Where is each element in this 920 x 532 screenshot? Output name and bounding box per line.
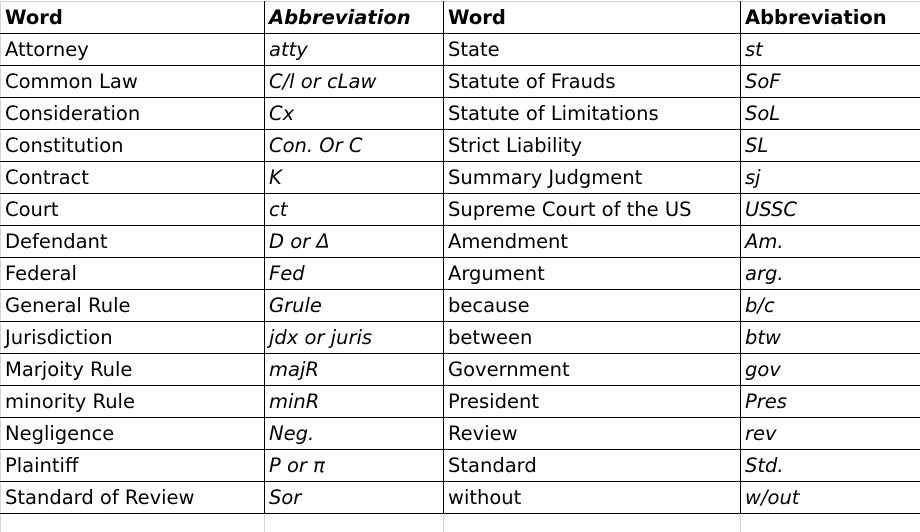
word-cell-2[interactable]: Strict Liability — [444, 130, 741, 162]
abbreviation-cell-2[interactable]: btw — [741, 322, 920, 354]
abbreviation-cell-2[interactable]: USSC — [741, 194, 920, 226]
table-row — [1, 290, 920, 322]
word-cell[interactable]: Standard of Review — [1, 482, 265, 514]
table-row — [1, 386, 920, 418]
word-cell[interactable]: Attorney — [1, 34, 265, 66]
table-row — [1, 130, 920, 162]
word-cell[interactable]: Plaintiff — [1, 450, 265, 482]
abbreviation-cell-2[interactable]: st — [741, 34, 920, 66]
abbreviation-cell-2[interactable]: sj — [741, 162, 920, 194]
word-cell-2[interactable]: Amendment — [444, 226, 741, 258]
abbreviation-cell-2[interactable]: b/c — [741, 290, 920, 322]
word-cell-2[interactable]: because — [444, 290, 741, 322]
table-row — [1, 482, 920, 514]
table-row — [1, 66, 920, 98]
abbreviation-cell-2[interactable]: SL — [741, 130, 920, 162]
table-row — [1, 450, 920, 482]
word-cell[interactable]: Federal — [1, 258, 265, 290]
abbreviation-cell[interactable]: Sor — [265, 482, 444, 514]
abbreviation-cell-2[interactable]: SoF — [741, 66, 920, 98]
abbreviation-cell[interactable]: D or Δ — [265, 226, 444, 258]
abbreviation-cell-2[interactable]: SoL — [741, 98, 920, 130]
word-cell-2[interactable]: Review — [444, 418, 741, 450]
word-cell-2[interactable]: Statute of Frauds — [444, 66, 741, 98]
word-cell-2[interactable]: Standard — [444, 450, 741, 482]
abbreviation-cell[interactable]: majR — [265, 354, 444, 386]
word-cell[interactable]: minority Rule — [1, 386, 265, 418]
header-abbreviation-2[interactable]: Abbreviation — [741, 2, 920, 34]
abbreviation-cell-2[interactable]: Pres — [741, 386, 920, 418]
word-cell[interactable]: Constitution — [1, 130, 265, 162]
empty-cell[interactable] — [265, 514, 444, 532]
word-cell-2[interactable]: State — [444, 34, 741, 66]
abbreviation-cell-2[interactable]: w/out — [741, 482, 920, 514]
abbreviation-table — [0, 1, 920, 532]
table-row — [1, 354, 920, 386]
word-cell[interactable]: Marjoity Rule — [1, 354, 265, 386]
word-cell-2[interactable]: Government — [444, 354, 741, 386]
word-cell-2[interactable]: Summary Judgment — [444, 162, 741, 194]
empty-cell[interactable] — [444, 514, 741, 532]
abbreviation-cell[interactable]: jdx or juris — [265, 322, 444, 354]
header-row — [1, 2, 920, 34]
table-row — [1, 34, 920, 66]
word-cell-2[interactable]: Argument — [444, 258, 741, 290]
word-cell-2[interactable]: Statute of Limitations — [444, 98, 741, 130]
word-cell[interactable]: Court — [1, 194, 265, 226]
word-cell[interactable]: Negligence — [1, 418, 265, 450]
word-cell[interactable]: Contract — [1, 162, 265, 194]
word-cell[interactable]: Consideration — [1, 98, 265, 130]
abbreviation-cell[interactable]: P or π — [265, 450, 444, 482]
empty-row — [1, 514, 920, 532]
abbreviation-cell[interactable]: C/l or cLaw — [265, 66, 444, 98]
table-row — [1, 322, 920, 354]
table-row — [1, 162, 920, 194]
word-cell[interactable]: General Rule — [1, 290, 265, 322]
abbreviation-cell[interactable]: minR — [265, 386, 444, 418]
abbreviation-cell[interactable]: Neg. — [265, 418, 444, 450]
abbreviation-cell-2[interactable]: Std. — [741, 450, 920, 482]
abbreviation-cell[interactable]: Cx — [265, 98, 444, 130]
abbreviation-cell-2[interactable]: gov — [741, 354, 920, 386]
word-cell[interactable]: Defendant — [1, 226, 265, 258]
abbreviation-cell-2[interactable]: rev — [741, 418, 920, 450]
abbreviation-cell[interactable]: atty — [265, 34, 444, 66]
table-row — [1, 98, 920, 130]
table-row — [1, 258, 920, 290]
word-cell-2[interactable]: without — [444, 482, 741, 514]
abbreviation-cell[interactable]: K — [265, 162, 444, 194]
abbreviation-cell[interactable]: Fed — [265, 258, 444, 290]
word-cell-2[interactable]: between — [444, 322, 741, 354]
header-word[interactable]: Word — [1, 2, 265, 34]
abbreviation-cell[interactable]: Con. Or C — [265, 130, 444, 162]
word-cell[interactable]: Jurisdiction — [1, 322, 265, 354]
abbreviation-cell[interactable]: ct — [265, 194, 444, 226]
header-abbreviation[interactable]: Abbreviation — [265, 2, 444, 34]
word-cell-2[interactable]: President — [444, 386, 741, 418]
header-word-2[interactable]: Word — [444, 2, 741, 34]
empty-cell[interactable] — [741, 514, 920, 532]
abbreviation-cell[interactable]: Grule — [265, 290, 444, 322]
table-body — [1, 34, 920, 532]
table-row — [1, 418, 920, 450]
empty-cell[interactable] — [1, 514, 265, 532]
table-row — [1, 226, 920, 258]
abbreviation-cell-2[interactable]: Am. — [741, 226, 920, 258]
table-row — [1, 194, 920, 226]
word-cell-2[interactable]: Supreme Court of the US — [444, 194, 741, 226]
word-cell[interactable]: Common Law — [1, 66, 265, 98]
abbreviation-cell-2[interactable]: arg. — [741, 258, 920, 290]
